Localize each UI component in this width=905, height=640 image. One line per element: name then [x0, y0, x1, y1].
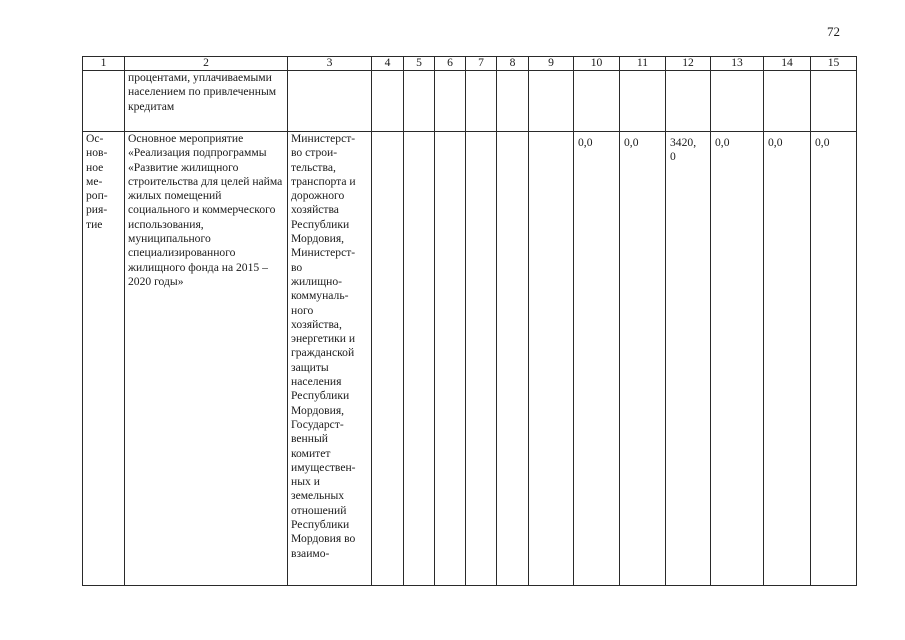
table-cell — [497, 132, 529, 586]
table-cell-value: 0,0 — [574, 132, 620, 586]
column-header: 11 — [620, 57, 666, 71]
column-header: 13 — [711, 57, 764, 71]
column-header: 15 — [811, 57, 857, 71]
table-cell — [764, 71, 811, 132]
table-cell — [372, 132, 404, 586]
column-header: 5 — [404, 57, 435, 71]
table-cell — [83, 71, 125, 132]
table-cell — [404, 71, 435, 132]
table-cell — [620, 71, 666, 132]
table-cell — [574, 71, 620, 132]
table-cell — [666, 71, 711, 132]
column-header: 2 — [125, 57, 288, 71]
page-number: 72 — [827, 24, 840, 39]
table-cell — [466, 71, 497, 132]
table-cell-value: 0,0 — [711, 132, 764, 586]
table-cell-activity-name: Основное мероприятие «Реализация подпрограммы «Развитие жилищного строительства для целей найма жилых помещений социального и коммерческого использования, муниципального специализированного жилищного фонда на 2015 – 2020 годы» — [125, 132, 288, 586]
column-header: 8 — [497, 57, 529, 71]
column-header: 6 — [435, 57, 466, 71]
table-cell-value: 0,0 — [811, 132, 857, 586]
table-row-main-activity — [83, 132, 857, 586]
table-cell — [711, 71, 764, 132]
column-header: 1 — [83, 57, 125, 71]
table-row-continued — [83, 71, 857, 132]
table-cell-activity-type: Ос- нов- ное ме- роп- рия- тие — [83, 132, 125, 586]
table-cell — [404, 132, 435, 586]
table-cell-value: 0,0 — [620, 132, 666, 586]
table-cell — [529, 71, 574, 132]
column-header: 14 — [764, 57, 811, 71]
table-cell — [529, 132, 574, 586]
column-header: 12 — [666, 57, 711, 71]
column-header: 10 — [574, 57, 620, 71]
table-cell — [497, 71, 529, 132]
column-header: 3 — [288, 57, 372, 71]
table-cell — [288, 71, 372, 132]
table-cell-value: 3420, 0 — [666, 132, 711, 586]
table-cell-executor: Министерст- во строи- тельства, транспорта и дорожного хозяйства Республики Мордовия, Министерст- во жилищно- коммуналь- ного хозяйства, энергетики и гражданской защиты населения Республики Мордовия, Государст- венный комитет имуществен- ных и земельных отношений Республики Мордовия во взаимо- — [288, 132, 372, 586]
table-cell — [435, 132, 466, 586]
column-header: 7 — [466, 57, 497, 71]
column-header: 9 — [529, 57, 574, 71]
table-cell — [372, 71, 404, 132]
table-cell — [811, 71, 857, 132]
table-cell-value: 0,0 — [764, 132, 811, 586]
table-cell: процентами, уплачиваемыми населением по привлеченным кредитам — [125, 71, 288, 132]
table-cell — [435, 71, 466, 132]
table-cell — [466, 132, 497, 586]
column-header: 4 — [372, 57, 404, 71]
data-table — [82, 56, 857, 586]
header-row — [83, 57, 857, 71]
